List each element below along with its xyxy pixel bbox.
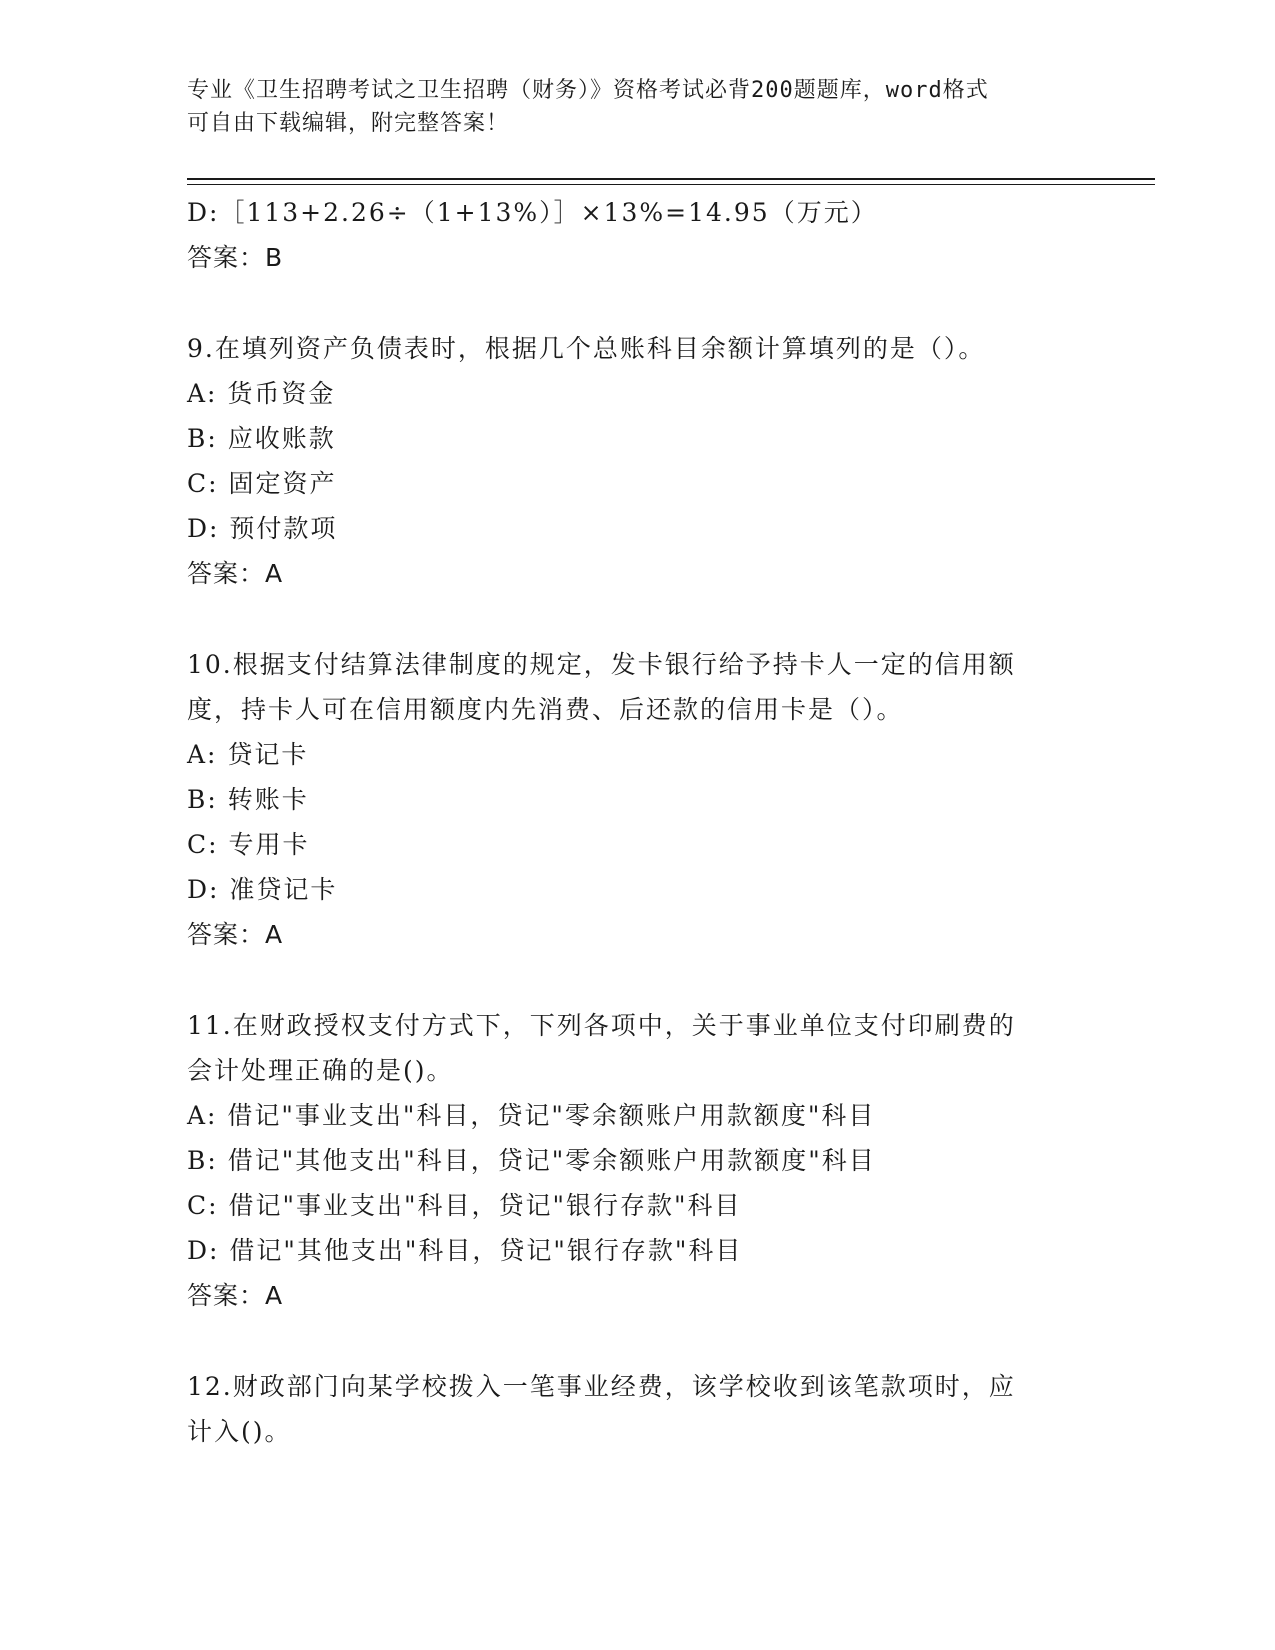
question-text: 10.根据支付结算法律制度的规定，发卡银行给予持卡人一定的信用额 — [187, 650, 1016, 679]
question-content — [187, 190, 1087, 1454]
option-a: A: 借记"事业支出"科目，贷记"零余额账户用款额度"科目 — [187, 1101, 876, 1130]
document-header — [187, 74, 1087, 140]
question-text: 9.在填列资产负债表时，根据几个总账科目余额计算填列的是（）。 — [187, 334, 986, 363]
header-line-1: 专业《卫生招聘考试之卫生招聘（财务）》资格考试必背200题题库，word格式 — [187, 78, 989, 103]
question-text-cont: 度，持卡人可在信用额度内先消费、后还款的信用卡是（）。 — [187, 695, 904, 724]
answer: 答案：A — [187, 920, 284, 949]
question-text: 11.在财政授权支付方式下，下列各项中，关于事业单位支付印刷费的 — [187, 1011, 1016, 1040]
question-text-cont: 会计处理正确的是()。 — [187, 1056, 454, 1085]
header-line-2: 可自由下载编辑，附完整答案！ — [187, 111, 510, 136]
option-c: C: 借记"事业支出"科目，贷记"银行存款"科目 — [187, 1191, 742, 1220]
option-d: D: 预付款项 — [187, 514, 338, 543]
question-text-cont: 计入()。 — [187, 1417, 292, 1446]
question-text: 12.财政部门向某学校拨入一笔事业经费，该学校收到该笔款项时，应 — [187, 1372, 1016, 1401]
question-9 — [187, 326, 1087, 596]
option-d: D: 借记"其他支出"科目，贷记"银行存款"科目 — [187, 1236, 743, 1265]
option-c: C: 专用卡 — [187, 830, 310, 859]
prev-answer: 答案：B — [187, 243, 284, 272]
header-divider-bottom — [187, 184, 1155, 185]
option-a: A: 货币资金 — [187, 379, 336, 408]
answer: 答案：A — [187, 559, 284, 588]
question-11 — [187, 1003, 1087, 1318]
option-d: D: 准贷记卡 — [187, 875, 338, 904]
question-10 — [187, 642, 1087, 957]
option-b: B: 应收账款 — [187, 424, 336, 453]
option-b: B: 转账卡 — [187, 785, 309, 814]
answer: 答案：A — [187, 1281, 284, 1310]
option-c: C: 固定资产 — [187, 469, 337, 498]
header-divider-top — [187, 178, 1155, 180]
prev-option-d: D:［113+2.26÷（1+13%）］×13%=14.95（万元） — [187, 198, 878, 227]
option-a: A: 贷记卡 — [187, 740, 309, 769]
question-12 — [187, 1364, 1087, 1454]
option-b: B: 借记"其他支出"科目，贷记"零余额账户用款额度"科目 — [187, 1146, 876, 1175]
